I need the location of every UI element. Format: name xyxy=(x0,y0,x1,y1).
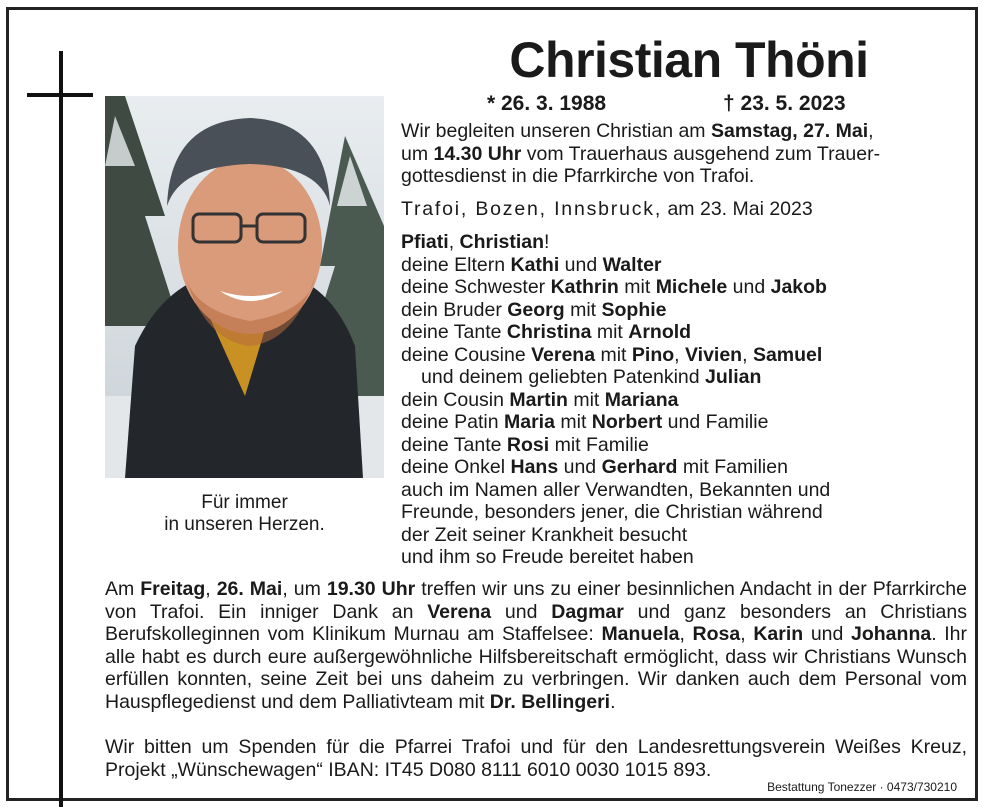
text-segment: dein Bruder xyxy=(401,298,508,321)
text-segment: und xyxy=(803,623,852,646)
text-segment: , um xyxy=(282,578,327,600)
death-date: † 23. 5. 2023 xyxy=(723,92,846,115)
text-line xyxy=(401,389,830,412)
caption-line: Für immer xyxy=(201,492,288,513)
text-segment: , xyxy=(674,343,685,366)
text-segment: und xyxy=(558,456,602,478)
bold-name: 19.30 Uhr xyxy=(326,578,416,600)
text-segment: dein Cousin xyxy=(401,388,510,411)
bold-name: Arnold xyxy=(628,321,692,343)
bold-name: 14.30 Uhr xyxy=(433,142,522,165)
text-line xyxy=(401,321,830,344)
bold-name: Rosa xyxy=(692,623,741,646)
bold-name: Norbert xyxy=(591,411,663,433)
bold-name: Dr. Bellingeri xyxy=(489,690,611,713)
text-line xyxy=(401,254,830,277)
text-line xyxy=(401,299,830,322)
text-segment: und xyxy=(559,253,603,276)
text-segment: treffen wir uns zu einer besinnlichen Andacht in der Pfarrkirche von Trafoi. Ein inniger Dank an xyxy=(105,578,967,623)
text-line xyxy=(401,366,830,389)
text-segment: mit xyxy=(564,298,602,321)
text-segment: und ihm so Freude bereitet haben xyxy=(401,546,694,568)
text-segment: mit xyxy=(591,321,629,343)
text-segment: , xyxy=(740,623,754,646)
text-segment: Am xyxy=(105,578,141,600)
place-date: am 23. Mai 2023 xyxy=(662,198,813,220)
text-line xyxy=(401,479,830,502)
text-segment: deine Patin xyxy=(401,411,504,433)
text-segment: , xyxy=(868,120,874,142)
bold-name: Martin xyxy=(509,388,568,411)
place-towns: Trafoi, Bozen, Innsbruck, xyxy=(401,198,663,220)
text-line xyxy=(401,434,830,457)
text-line xyxy=(401,231,830,254)
bold-name: Samuel xyxy=(752,343,823,366)
undertaker-contact: Bestattung Tonezzer · 0473/730210 xyxy=(767,780,957,794)
text-line xyxy=(401,524,830,547)
bold-name: Michele xyxy=(655,276,728,298)
cross-icon-beam xyxy=(27,93,93,97)
bold-name: Johanna xyxy=(851,623,932,646)
text-segment: mit Familien xyxy=(677,456,788,478)
memorial-service-text xyxy=(105,578,967,714)
text-line xyxy=(401,501,830,524)
bold-name: Christina xyxy=(506,321,592,343)
text-segment: auch im Namen aller Verwandten, Bekannten und xyxy=(401,478,831,501)
text-segment: vom Trauerhaus ausgehend zum Trauer- xyxy=(521,142,881,165)
text-line xyxy=(401,546,830,569)
cross-icon xyxy=(59,51,63,807)
bold-name: Karin xyxy=(753,623,804,646)
text-segment: und deinem geliebten Patenkind xyxy=(421,366,706,388)
bold-name: Christian xyxy=(459,231,545,253)
text-line xyxy=(401,456,830,479)
text-segment: mit xyxy=(595,343,632,366)
deceased-name: Christian Thöni xyxy=(509,32,869,88)
text-segment: , xyxy=(679,623,693,646)
text-segment: und ganz besonders an Christians Berufskolleginnen vom Klinikum Murnau am Staffelsee: xyxy=(105,600,967,646)
bold-name: Pino xyxy=(631,343,675,366)
bold-name: Sophie xyxy=(601,298,667,321)
caption-line: in unseren Herzen. xyxy=(164,514,325,535)
bold-name: Mariana xyxy=(604,388,679,411)
bold-name: Dagmar xyxy=(551,600,624,623)
bold-name: Freitag xyxy=(140,578,206,600)
bold-name: Hans xyxy=(510,456,559,478)
bold-name: Vivien xyxy=(685,343,743,366)
text-segment: deine Onkel xyxy=(401,456,511,478)
bold-name: Samstag, 27. Mai xyxy=(710,120,869,142)
text-segment: , xyxy=(448,231,460,253)
obituary-notice xyxy=(6,7,978,801)
text-segment: . Ihr alle habt es durch eure außergewöhnliche Hilfsbereitschaft ermöglicht, dass wir Christians Wunsch erfüllen konnten, seine Zeit bei uns daheim zu verbringen. Wir danken auch dem Personal vom Hauspflegedienst und dem Palliativteam mit xyxy=(105,623,968,713)
text-line xyxy=(401,276,830,299)
text-segment: deine Cousine xyxy=(401,343,532,366)
bold-name: Gerhard xyxy=(601,456,678,478)
bold-name: Kathi xyxy=(510,253,560,276)
photo-caption xyxy=(105,492,384,536)
text-segment: mit xyxy=(567,388,605,411)
funeral-announcement xyxy=(401,120,880,188)
text-segment: und Familie xyxy=(662,411,769,433)
text-segment: und xyxy=(727,276,771,298)
bold-name: Walter xyxy=(602,253,662,276)
text-segment: gottesdienst in die Pfarrkirche von Trafoi. xyxy=(401,165,755,187)
text-segment: ! xyxy=(544,231,550,253)
bold-name: Kathrin xyxy=(550,276,619,298)
birth-date: * 26. 3. 1988 xyxy=(487,92,607,115)
text-segment: der Zeit seiner Krankheit besucht xyxy=(401,523,688,546)
text-line xyxy=(401,143,880,166)
bold-name: Verena xyxy=(427,600,492,623)
bold-name: Julian xyxy=(705,366,762,388)
place-date-line xyxy=(401,198,813,221)
text-segment: , xyxy=(205,578,217,600)
text-segment: deine Tante xyxy=(401,433,507,456)
text-segment: Freunde, besonders jener, die Christian während xyxy=(401,501,823,523)
text-line xyxy=(401,165,880,188)
text-segment: , xyxy=(742,343,753,366)
text-segment: deine Schwester xyxy=(401,276,551,298)
text-segment: mit xyxy=(618,276,656,298)
portrait-photo xyxy=(105,96,384,478)
bold-name: Rosi xyxy=(506,433,550,456)
text-line xyxy=(401,344,830,367)
bold-name: Maria xyxy=(504,411,555,433)
text-segment: . xyxy=(610,690,616,713)
text-line xyxy=(401,120,880,143)
bold-name: Georg xyxy=(507,298,565,321)
bold-name: Verena xyxy=(531,343,596,366)
bold-name: Pfiati xyxy=(401,231,449,253)
text-line xyxy=(401,411,830,434)
text-segment: mit Familie xyxy=(549,433,649,456)
bold-name: 26. Mai xyxy=(216,578,283,600)
text-segment: mit xyxy=(554,411,592,433)
mourners-list xyxy=(401,231,830,569)
text-segment: deine Eltern xyxy=(401,253,511,276)
text-segment: um xyxy=(401,142,434,165)
text-segment: und xyxy=(491,600,552,623)
text-segment: deine Tante xyxy=(401,321,507,343)
text-segment: Wir begleiten unseren Christian am xyxy=(401,120,711,142)
donation-text: Wir bitten um Spenden für die Pfarrei Trafoi und für den Landesrettungsverein Weißes Kreuz, Projekt „Wünschewagen“ IBAN: IT45 D080 8111 6010 0030 1015 893. xyxy=(105,736,967,781)
bold-name: Manuela xyxy=(601,623,680,646)
bold-name: Jakob xyxy=(770,276,827,298)
